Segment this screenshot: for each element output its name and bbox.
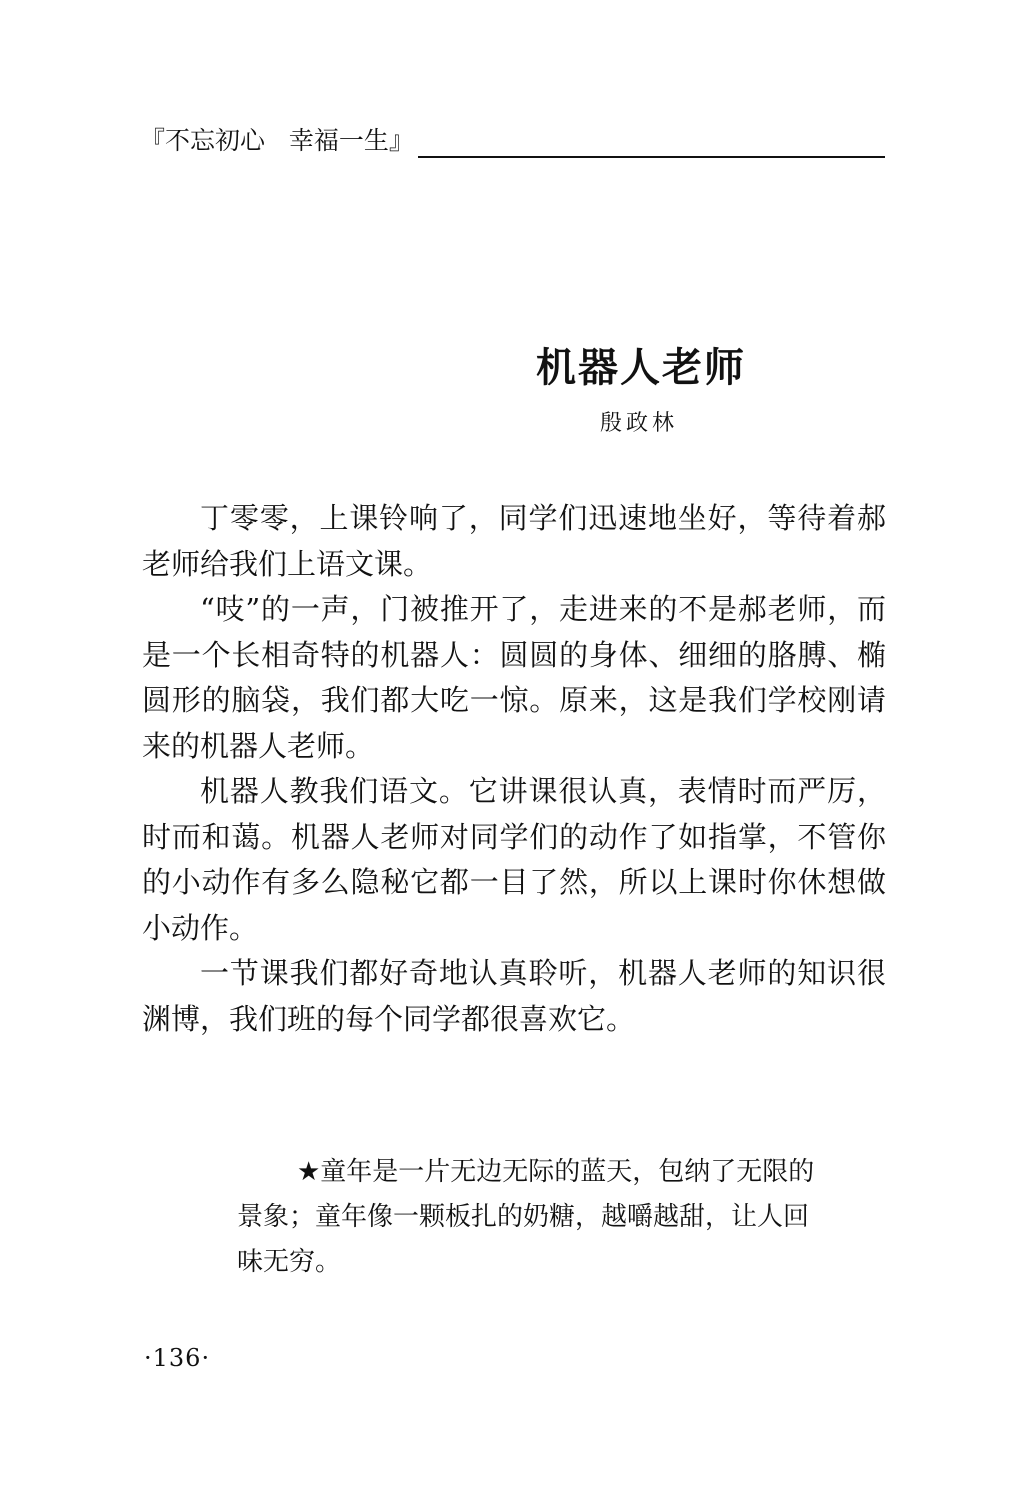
paragraph: 丁零零，上课铃响了，同学们迅速地坐好，等待着郝老师给我们上语文课。 [142, 501, 886, 581]
paragraph: “吱”的一声，门被推开了，走进来的不是郝老师，而是一个长相奇特的机器人：圆圆的身体、细细的胳膊、椭圆形的脑袋，我们都大吃一惊。原来，这是我们学校刚请来的机器人老师。 [142, 592, 886, 763]
article-body [142, 496, 886, 1042]
teacher-comment [237, 1150, 817, 1285]
page-number: ·136· [144, 1344, 211, 1372]
comment-text: ★童年是一片无边无际的蓝天，包纳了无限的景象；童年像一颗板扎的奶糖，越嚼越甜，让人回味无穷。 [237, 1157, 815, 1277]
paragraph: 一节课我们都好奇地认真聆听，机器人老师的知识很渊博，我们班的每个同学都很喜欢它。 [142, 956, 886, 1036]
running-title: 『不忘初心 幸福一生』 [140, 124, 418, 158]
article-author: 殷政林 [600, 411, 679, 436]
paragraph: 机器人教我们语文。它讲课很认真，表情时而严厉，时而和蔼。机器人老师对同学们的动作了如指掌，不管你的小动作有多么隐秘它都一目了然，所以上课时你休想做小动作。 [142, 774, 886, 945]
article-title: 机器人老师 [536, 344, 746, 391]
running-header [140, 124, 885, 164]
